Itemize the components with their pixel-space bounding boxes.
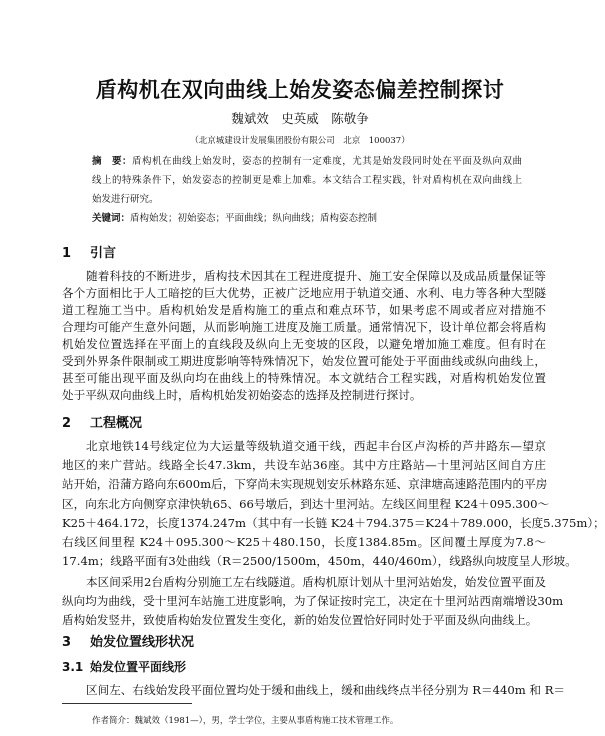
keywords-label: 关键词：	[92, 213, 131, 224]
paragraph-line: 纵向均为曲线，受十里河车站施工进度影响，为了保证按时完工，决定在十里河站西南端增设30m	[62, 594, 564, 609]
authors: 魏斌效 史英威 陈敬争	[231, 111, 369, 126]
paragraph-line: 区，向东北方向侧穿京津快轨65、66号墩后，到达十里河站。左线区间里程 K24＋095.300～	[62, 496, 550, 511]
paragraph-line: 受到外界条件限制或工期进度影响等特殊情况下，始发位置可能处于平面曲线或纵向曲线上，	[62, 354, 546, 368]
paragraph	[62, 268, 546, 404]
section-number: 2	[62, 416, 72, 431]
paragraph-line: 道工程施工当中。盾构机始发是盾构施工的重点和难点环节，如果考虑不周或者应对措施不	[62, 303, 546, 317]
abstract-line: 始发进行研究。	[92, 194, 159, 205]
section-heading	[62, 659, 186, 675]
paragraph-line: 北京地铁14号线定位为大运量等级轨道交通干线，西起丰台区卢沟桥的芦井路东—望京	[86, 439, 546, 453]
section-heading	[62, 635, 194, 651]
section-heading	[62, 246, 116, 262]
section-title: 始发位置线形状况	[90, 635, 195, 650]
paragraph	[62, 573, 564, 631]
section-title: 工程概况	[90, 416, 143, 431]
paragraph-line: 机始发位置选择在平面上的直线段及纵向上无变坡的区段，以避免增加施工难度。但有时在	[62, 337, 546, 351]
section-title: 始发位置平面线形	[90, 660, 187, 674]
abstract-line: 线上的特殊条件下，始发姿态的控制更是难上加难。本文结合工程实践，针对盾构机在双向曲线上	[92, 175, 522, 186]
section-number: 3.1	[62, 660, 84, 674]
paragraph-line: 本区间采用2台盾构分别施工左右线隧道。盾构机原计划从十里河站始发，始发位置平面及	[86, 575, 546, 589]
paragraph-line: 盾构始发竖井，致使盾构始发位置发生变化，新的始发位置恰好同时处于平面及纵向曲线上。	[62, 613, 538, 628]
section-heading	[62, 416, 142, 432]
abstract	[92, 152, 522, 228]
paragraph	[62, 437, 605, 571]
keywords: 盾构始发；初始姿态；平面曲线；纵向曲线；盾构姿态控制	[130, 213, 378, 224]
footnote-rule	[62, 703, 192, 704]
section-number: 1	[62, 246, 72, 261]
section-title: 引言	[90, 246, 117, 261]
paragraph-line: 甚至可能出现平面及纵向均在曲线上的特殊情况。本文就结合工程实践，对盾构机始发位置	[62, 371, 546, 385]
paragraph-line: 随着科技的不断进步，盾构技术因其在工程进度提升、施工安全保障以及成品质量保证等	[86, 269, 546, 283]
paragraph-line: 区间左、右线始发段平面位置均处于缓和曲线上，缓和曲线终点半径分别为 R＝440m 和 R＝	[86, 683, 566, 697]
paragraph-line: 合理均可能产生意外问题，从而影响施工进度及施工质量。通常情况下，设计单位都会将盾构	[62, 320, 546, 334]
section-number: 3	[62, 635, 72, 650]
abstract-line: 盾构机在曲线上始发时，姿态的控制有一定难度，尤其是始发段同时处在平面及纵向双曲	[132, 156, 522, 167]
abstract-label: 摘 要：	[92, 156, 133, 167]
paragraph-line: K25＋464.172，长度1374.247m（其中有一长链 K24＋794.375＝K24＋789.000，长度5.375m）；	[62, 515, 605, 530]
paragraph-line: 右线区间里程 K24＋095.300～K25＋480.150，长度1384.85m。区间覆土厚度为7.8～	[62, 534, 546, 549]
footnote: 作者简介：魏斌效（1981—），男，学士学位，主要从事盾构施工技术管理工作。	[92, 716, 399, 726]
paragraph-line: 站开始，沿蒲方路向东600m后，下穿尚未实现规划安乐林路东延、京津塘高速路范围内的平房	[62, 477, 548, 492]
paragraph-line: 处于平纵双向曲线上时，盾构机始发初始姿态的选择及控制进行探讨。	[62, 388, 422, 402]
affiliation: （北京城建设计发展集团股份有限公司 北京 100037）	[190, 136, 410, 146]
paper-title: 盾构机在双向曲线上始发姿态偏差控制探讨	[95, 78, 505, 102]
paragraph	[62, 680, 566, 700]
paragraph-line: 地区的来广营站。线路全长47.3km，共设车站36座。其中方庄路站—十里河站区间自方庄	[62, 458, 546, 473]
paragraph-line: 17.4m；线路平面有3处曲线（R＝2500/1500m，450m，440/460m），线路纵向坡度呈人形坡。	[62, 554, 577, 569]
paragraph-line: 各个方面相比于人工暗挖的巨大优势，正被广泛地应用于轨道交通、水利、电力等各种大型隧	[62, 286, 546, 300]
